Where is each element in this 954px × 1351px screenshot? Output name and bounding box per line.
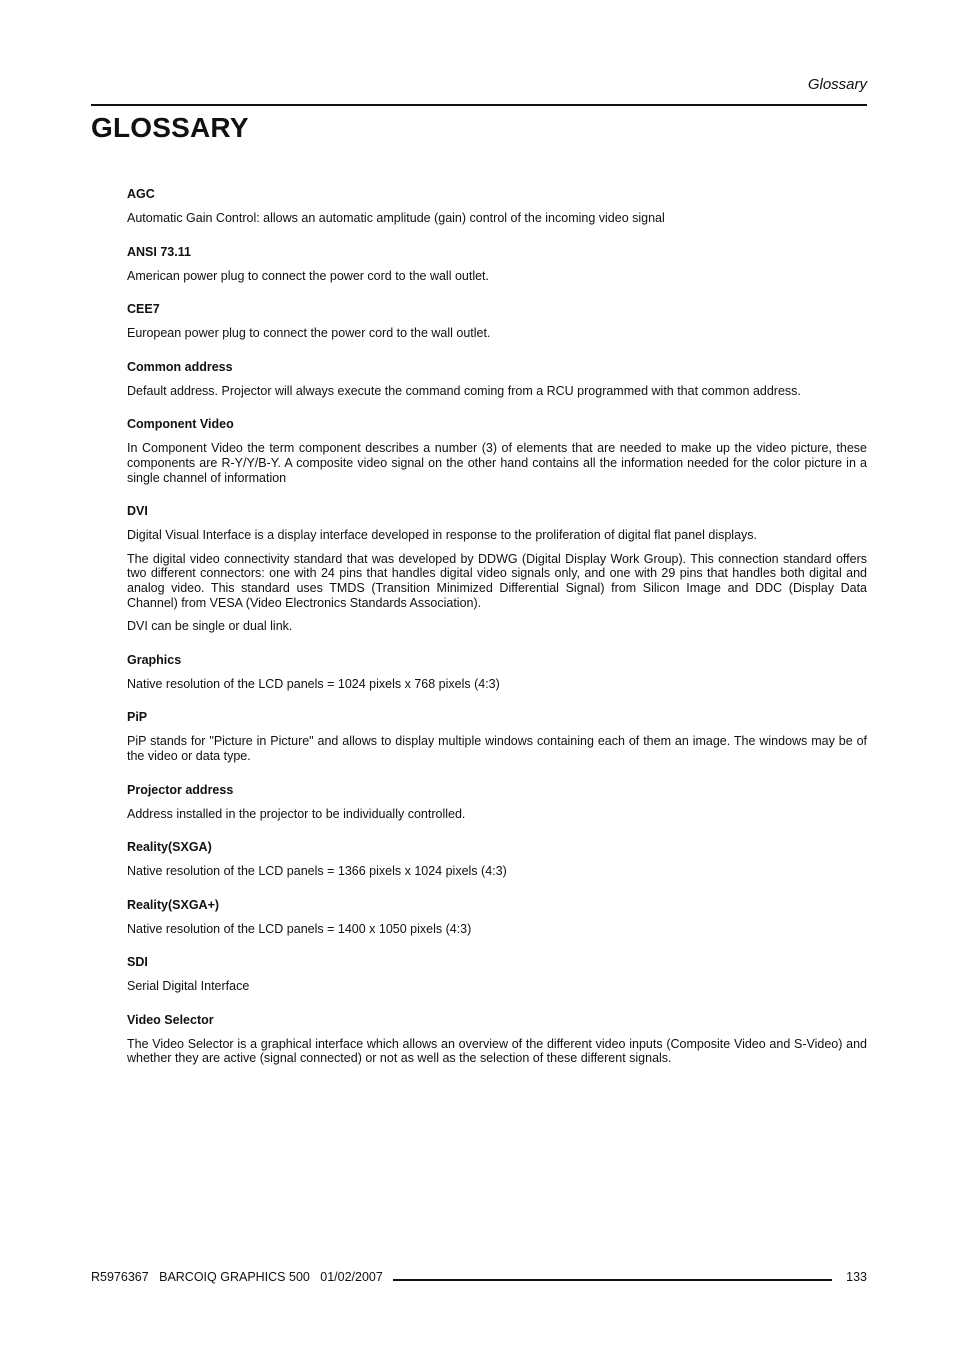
glossary-definition: Native resolution of the LCD panels = 1024 pixels x 768 pixels (4:3) xyxy=(127,676,500,691)
glossary-definition: Default address. Projector will always execute the command coming from a RCU programmed with that common address. xyxy=(127,383,801,398)
glossary-list xyxy=(127,186,867,1084)
glossary-term: Reality(SXGA+) xyxy=(127,897,220,912)
page-footer xyxy=(91,1268,867,1286)
glossary-definition: In Component Video the term component describes a number (3) of elements that are needed to make up the video picture, these components are R-Y/Y/B-Y. A composite video signal on the other hand contains all the information needed for the color picture in a single channel of information xyxy=(127,441,867,485)
glossary-term: DVI xyxy=(127,504,148,519)
glossary-term: Video Selector xyxy=(127,1012,214,1027)
glossary-definition: Native resolution of the LCD panels = 1400 x 1050 pixels (4:3) xyxy=(127,921,472,936)
glossary-entry xyxy=(127,782,867,822)
footer-doc-info: R5976367 BARCOIQ GRAPHICS 500 01/02/2007 xyxy=(91,1270,383,1284)
glossary-entry xyxy=(127,359,867,399)
glossary-entry xyxy=(127,186,867,226)
glossary-entry xyxy=(127,244,867,284)
glossary-entry xyxy=(127,839,867,879)
glossary-term: Graphics xyxy=(127,652,182,667)
glossary-entry xyxy=(127,416,867,485)
glossary-definition: Serial Digital Interface xyxy=(127,979,250,994)
header-rule xyxy=(91,104,867,106)
page-number: 133 xyxy=(846,1270,867,1284)
glossary-term: Common address xyxy=(127,359,233,374)
footer-rule xyxy=(393,1279,832,1281)
glossary-entry xyxy=(127,652,867,692)
glossary-definition: Automatic Gain Control: allows an automatic amplitude (gain) control of the incoming video signal xyxy=(127,211,665,225)
glossary-term: CEE7 xyxy=(127,302,160,317)
glossary-term: ANSI 73.11 xyxy=(127,244,191,259)
glossary-definition: PiP stands for "Picture in Picture" and allows to display multiple windows containing each of them an image. The windows may be of the video or data type. xyxy=(127,734,867,763)
glossary-term: Projector address xyxy=(127,782,234,797)
glossary-entry xyxy=(127,1012,867,1066)
glossary-definition: Address installed in the projector to be individually controlled. xyxy=(127,806,466,821)
running-header-title: Glossary xyxy=(807,76,867,93)
glossary-entry xyxy=(127,301,867,341)
glossary-definition: DVI can be single or dual link. xyxy=(127,619,293,634)
glossary-definition: The digital video connectivity standard that was developed by DDWG (Digital Display Work Group). This connection standard offers two different connectors: one with 24 pins that handles digital video signals only, and one with 29 pins that handles both digital and analog video. This standard uses TMDS (Transition Minimized Differential Signal) from Silicon Image and DDC (Display Data Channel) from VESA (Video Electronics Standards Association). xyxy=(127,551,867,610)
glossary-definition: Digital Visual Interface is a display interface developed in response to the proliferation of digital flat panel displays. xyxy=(127,528,757,543)
glossary-definition: The Video Selector is a graphical interface which allows an overview of the different video inputs (Composite Video and S-Video) and whether they are active (signal connected) or not as well as the selection of these different signals. xyxy=(127,1036,867,1066)
glossary-definition: American power plug to connect the power cord to the wall outlet. xyxy=(127,268,490,283)
glossary-term: SDI xyxy=(127,955,148,970)
glossary-term: PiP xyxy=(127,710,148,725)
glossary-term: Component Video xyxy=(127,417,234,432)
glossary-entry xyxy=(127,709,867,763)
glossary-term: AGC xyxy=(127,187,155,201)
glossary-entry xyxy=(127,897,867,937)
glossary-definition: European power plug to connect the power cord to the wall outlet. xyxy=(127,326,491,341)
glossary-term: Reality(SXGA) xyxy=(127,840,212,855)
glossary-definition: Native resolution of the LCD panels = 1366 pixels x 1024 pixels (4:3) xyxy=(127,864,507,879)
page-title: GLOSSARY xyxy=(91,112,249,143)
glossary-entry xyxy=(127,503,867,634)
glossary-entry xyxy=(127,954,867,994)
